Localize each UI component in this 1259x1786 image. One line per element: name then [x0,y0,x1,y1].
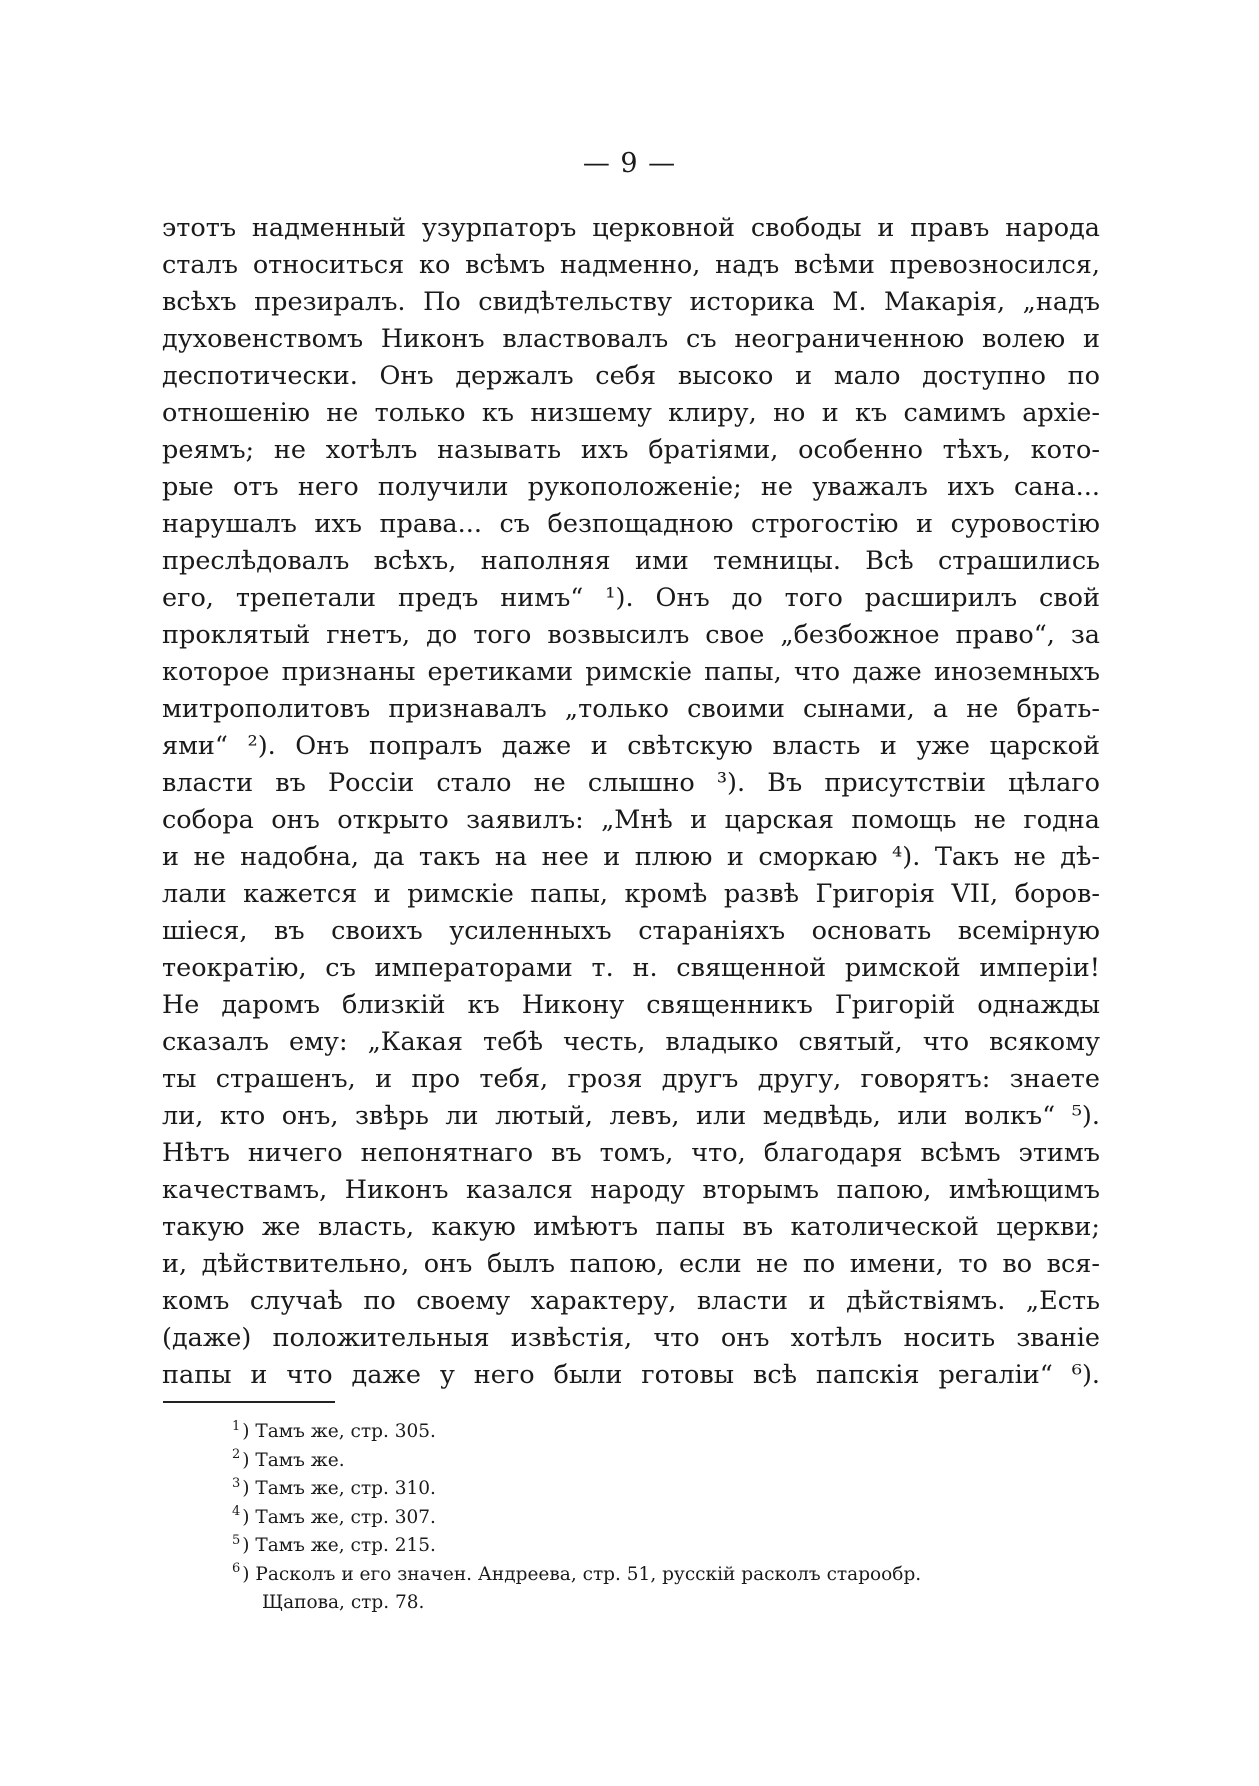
body-line: этотъ надменный узурпаторъ церковной свободы и правъ народа [162,213,1100,243]
body-line: духовенствомъ Никонъ властвовалъ съ неограниченною волею и [162,324,1100,354]
footnotes [232,1418,1112,1618]
body-line: проклятый гнетъ, до того возвысилъ свое „безбожное право“, за [162,620,1100,650]
footnote [232,1532,1112,1561]
body-line: рые отъ него получили рукоположеніе; не уважалъ ихъ сана... [162,472,1100,502]
footnote-marker: 2 [232,1447,241,1463]
body-line: власти въ Россіи стало не слышно ³). Въ присутствіи цѣлаго [162,768,1100,798]
body-line: всѣхъ презиралъ. По свидѣтельству историка М. Макарія, „надъ [162,287,1100,317]
footnote-text: ) Тамъ же, стр. 305. [242,1421,436,1442]
page-number: — 9 — [582,148,677,179]
footnote-continuation: Щапова, стр. 78. [262,1592,425,1613]
body-line: (даже) положительныя извѣстія, что онъ хотѣлъ носить званіе [162,1323,1100,1353]
body-line: лали кажется и римскіе папы, кромѣ развѣ Григорія VII, боров- [162,879,1100,909]
body-line: ты страшенъ, и про тебя, грозя другъ другу, говорятъ: знаете [162,1064,1100,1094]
footnote [232,1504,1112,1533]
body-line: отношенію не только къ низшему клиру, но и къ самимъ архіе- [162,398,1100,428]
body-line: и не надобна, да такъ на нее и плюю и сморкаю ⁴). Такъ не дѣ- [162,842,1100,872]
body-line: шіеся, въ своихъ усиленныхъ стараніяхъ основать всемірную [162,916,1100,946]
body-line: комъ случаѣ по своему характеру, власти и дѣйствіямъ. „Есть [162,1286,1100,1316]
footnote-text: ) Тамъ же, стр. 310. [242,1478,436,1499]
footnote-text: ) Расколъ и его значен. Андреева, стр. 51, русскій расколъ старообр. [242,1563,922,1585]
footnote-text: ) Тамъ же, стр. 215. [242,1535,436,1556]
footnote [232,1418,1112,1447]
body-line: такую же власть, какую имѣютъ папы въ католической церкви; [162,1212,1100,1242]
footnote [232,1447,1112,1476]
body-line: и, дѣйствительно, онъ былъ папою, если не по имени, то во вся- [162,1249,1100,1279]
body-line: нарушалъ ихъ права... съ безпощадною строгостію и суровостію [162,509,1100,539]
body-line: собора онъ открыто заявилъ: „Мнѣ и царская помощь не годна [162,805,1100,835]
body-line: сталъ относиться ко всѣмъ надменно, надъ всѣми превозносился, [162,250,1100,280]
footnote [232,1475,1112,1504]
body-line: Не даромъ близкій къ Никону священникъ Григорій однажды [162,990,1100,1020]
footnote-marker: 6 [232,1561,241,1577]
body-line: преслѣдовалъ всѣхъ, наполняя ими темницы. Всѣ страшились [162,546,1100,576]
body-line: его, трепетали предъ нимъ“ ¹). Онъ до того расширилъ свой [162,583,1100,613]
body-line: деспотически. Онъ держалъ себя высоко и мало доступно по [162,361,1100,391]
body-line: папы и что даже у него были готовы всѣ папскія регаліи“ ⁶). [162,1360,1100,1390]
footnote-marker: 5 [232,1532,241,1548]
body-line: реямъ; не хотѣлъ называть ихъ братіями, особенно тѣхъ, кото- [162,435,1100,465]
body-line: ями“ ²). Онъ попралъ даже и свѣтскую власть и уже царской [162,731,1100,761]
footnote-marker: 4 [232,1504,241,1520]
body-line: сказалъ ему: „Какая тебѣ честь, владыко святый, что всякому [162,1027,1100,1057]
footnote-marker: 3 [232,1475,241,1491]
body-line: Нѣтъ ничего непонятнаго въ томъ, что, благодаря всѣмъ этимъ [162,1138,1100,1168]
body-line: ли, кто онъ, звѣрь ли лютый, левъ, или медвѣдь, или волкъ“ ⁵). [162,1101,1100,1131]
footnote [232,1561,1112,1590]
body-line: которое признаны еретиками римскіе папы, что даже иноземныхъ [162,657,1100,687]
body-line: качествамъ, Никонъ казался народу вторымъ папою, имѣющимъ [162,1175,1100,1205]
footnote-text: ) Тамъ же. [242,1449,345,1471]
body-line: теократію, съ императорами т. н. священной римской имперіи! [162,953,1100,983]
body-text [162,210,1100,1394]
footnote-divider [163,1401,335,1403]
footnote-marker: 1 [232,1418,241,1434]
body-line: митрополитовъ признавалъ „только своими сынами, а не брать- [162,694,1100,724]
footnote-text: ) Тамъ же, стр. 307. [242,1506,436,1528]
